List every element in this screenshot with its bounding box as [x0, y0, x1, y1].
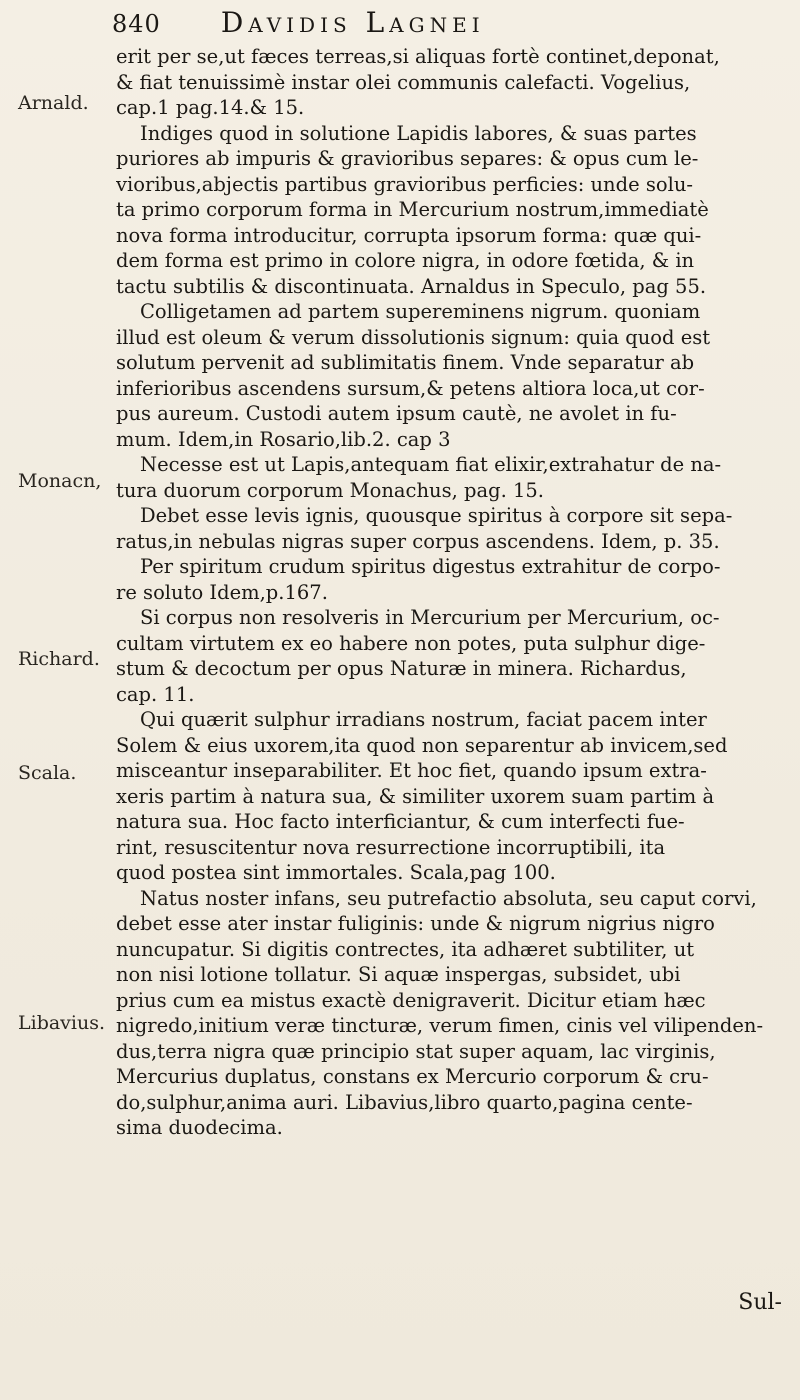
text-line: tactu subtilis & discontinuata. Arnaldus in Speculo, pag 55.: [116, 274, 707, 298]
text-line: sima duodecima.: [116, 1116, 283, 1139]
margin-note-libavius: Libavius.: [18, 1012, 106, 1034]
text-line: mum. Idem,in Rosario,lib.2. cap 3: [116, 427, 451, 451]
text-line: tura duorum corporum Monachus, pag. 15.: [116, 478, 545, 502]
text-line: misceantur inseparabiliter. Et hoc fiet, quando ipsum extra-: [116, 759, 707, 782]
text-line: inferioribus ascendens sursum,& petens altiora loca,ut cor-: [116, 376, 705, 400]
margin-note-richard: Richard.: [18, 648, 100, 670]
text-line: ratus,in nebulas nigras super corpus ascendens. Idem, p. 35.: [116, 529, 720, 553]
text-line: Si corpus non resolveris in Mercurium per Mercurium, oc-: [140, 606, 720, 629]
text-line: & fiat tenuissimè instar olei communis calefacti. Vogelius,: [116, 70, 691, 94]
text-line: cap.1 pag.14.& 15.: [116, 96, 305, 119]
text-line: Per spiritum crudum spiritus digestus extrahitur de corpo-: [140, 555, 721, 578]
page-number: 840: [112, 10, 161, 38]
text-line: xeris partim à natura sua, & similiter uxorem suam partim à: [116, 784, 715, 808]
text-line: rint, resuscitentur nova resurrectione incorruptibili, ita: [116, 835, 666, 859]
text-line: Indiges quod in solutione Lapidis labores, & suas partes: [140, 121, 697, 145]
text-line: re soluto Idem,p.167.: [116, 580, 328, 604]
margin-note-monach: Monacn,: [18, 470, 102, 492]
text-line: solutum pervenit ad sublimitatis finem. Vnde separatur ab: [116, 351, 695, 374]
text-line: pus aureum. Custodi autem ipsum cautè, ne avolet in fu-: [116, 402, 677, 425]
text-line: do,sulphur,anima auri. Libavius,libro quarto,pagina cente-: [116, 1090, 693, 1114]
text-line: nova forma introducitur, corrupta ipsorum forma: quæ qui-: [116, 223, 702, 247]
text-line: debet esse ater instar fuliginis: unde & nigrum nigrius nigro: [116, 912, 715, 935]
text-line: cap. 11.: [116, 682, 195, 706]
margin-note-scala: Scala.: [18, 762, 77, 784]
body-text: [116, 44, 788, 1141]
page-header: [112, 6, 770, 42]
text-line: puriores ab impuris & gravioribus separes: & opus cum le-: [116, 147, 699, 170]
text-line: Natus noster infans, seu putrefactio absoluta, seu caput corvi,: [140, 886, 757, 910]
text-line: natura sua. Hoc facto interficiantur, & cum interfecti fue-: [116, 810, 685, 833]
text-line: stum & decoctum per opus Naturæ in minera. Richardus,: [116, 657, 687, 680]
text-line: cultam virtutem ex eo habere non potes, puta sulphur dige-: [116, 631, 706, 655]
text-line: ta primo corporum forma in Mercurium nostrum,immediatè: [116, 198, 709, 221]
text-line: nuncupatur. Si digitis contrectes, ita adhæret subtiliter, ut: [116, 937, 695, 961]
text-line: Mercurius duplatus, constans ex Mercurio corporum & cru-: [116, 1065, 709, 1088]
text-line: Qui quærit sulphur irradians nostrum, faciat pacem inter: [140, 708, 707, 731]
running-title: Davidis Lagnei: [220, 6, 485, 39]
text-line: quod postea sint immortales. Scala,pag 100.: [116, 861, 556, 884]
text-line: Debet esse levis ignis, quousque spiritus à corpore sit sepa-: [140, 504, 733, 527]
text-line: illud est oleum & verum dissolutionis signum: quia quod est: [116, 325, 711, 349]
text-line: non nisi lotione tollatur. Si aquæ inspergas, subsidet, ubi: [116, 963, 681, 986]
text-line: Colligetamen ad partem supereminens nigrum. quoniam: [140, 300, 701, 323]
catchword: Sul-: [738, 1290, 782, 1315]
text-line: Solem & eius uxorem,ita quod non separentur ab invicem,sed: [116, 733, 728, 757]
text-line: nigredo,initium veræ tincturæ, verum fimen, cinis vel vilipenden-: [116, 1014, 764, 1037]
text-line: dem forma est primo in colore nigra, in odore fœtida, & in: [116, 249, 695, 272]
text-line: erit per se,ut fæces terreas,si aliquas fortè continet,deponat,: [116, 45, 720, 68]
text-line: Necesse est ut Lapis,antequam fiat elixir,extrahatur de na-: [140, 453, 722, 476]
text-line: prius cum ea mistus exactè denigraverit. Dicitur etiam hæc: [116, 988, 706, 1012]
text-line: dus,terra nigra quæ principio stat super aquam, lac virginis,: [116, 1039, 716, 1063]
margin-note-arnald: Arnald.: [18, 92, 89, 114]
text-line: vioribus,abjectis partibus gravioribus perficies: unde solu-: [116, 172, 693, 196]
